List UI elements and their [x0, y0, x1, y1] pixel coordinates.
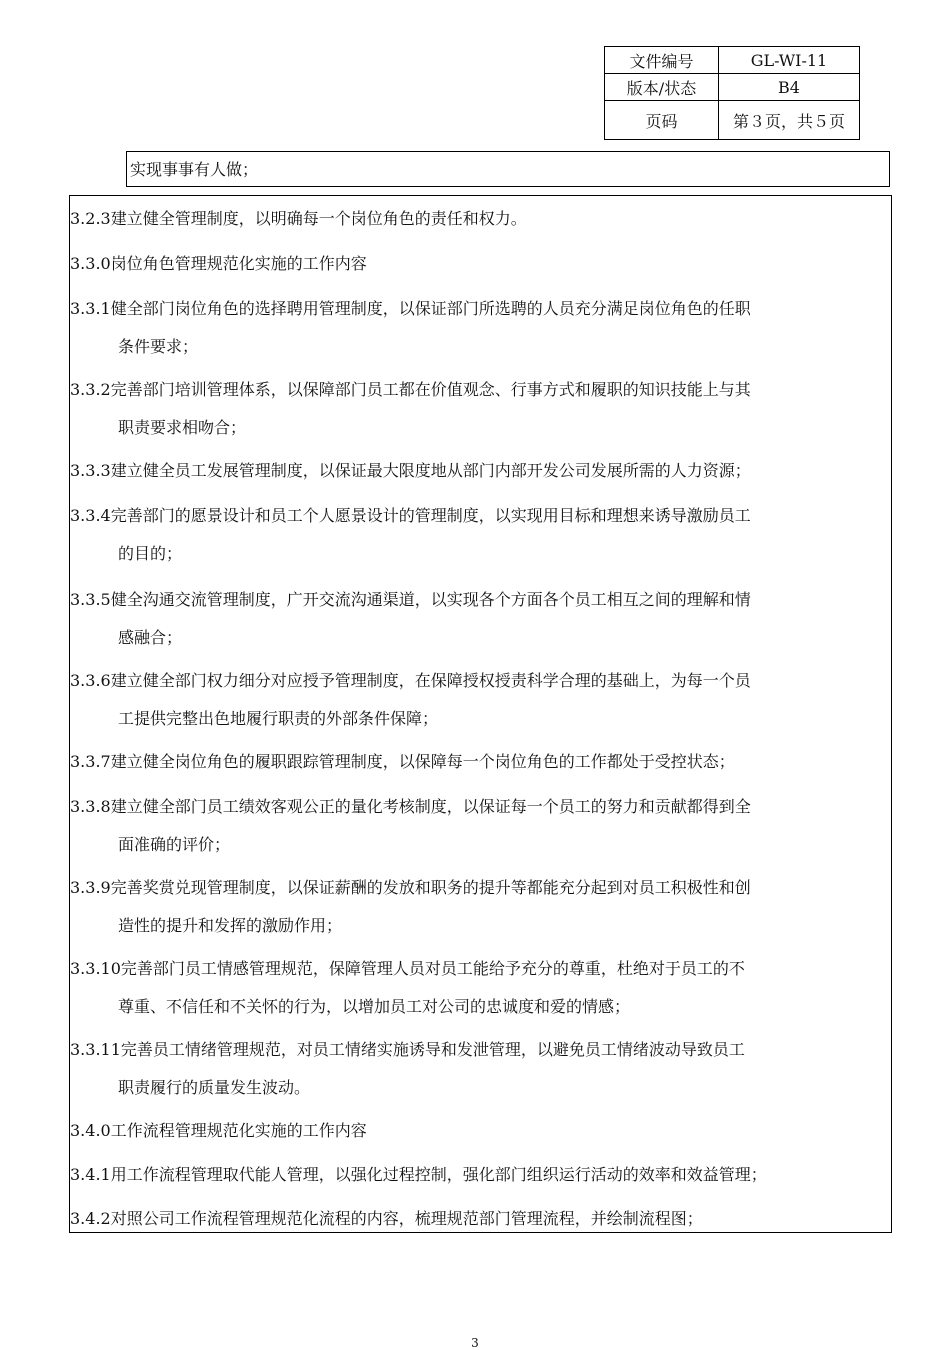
list-item — [70, 497, 891, 573]
item-number: 3.3.8 — [70, 797, 111, 816]
list-item — [70, 1031, 891, 1107]
list-item — [70, 200, 891, 238]
item-number: 3.3.6 — [70, 671, 111, 690]
item-text-continued: 职责履行的质量发生波动。 — [118, 1078, 311, 1097]
item-text-continued: 感融合； — [118, 628, 183, 647]
list-item — [70, 869, 891, 945]
version-label: 版本/状态 — [605, 74, 719, 101]
item-text: 工作流程管理规范化实施的工作内容 — [110, 1121, 367, 1140]
item-text-continued: 造性的提升和发挥的激励作用； — [118, 916, 343, 935]
item-text-continued: 职责要求相吻合； — [118, 418, 247, 437]
document-header-table — [604, 46, 860, 140]
item-number: 3.4.0 — [70, 1121, 111, 1140]
list-item — [70, 371, 891, 447]
page-label: 页码 — [605, 101, 719, 140]
list-item — [70, 662, 891, 738]
item-text: 建立健全员工发展管理制度，以保证最大限度地从部门内部开发公司发展所需的人力资源； — [110, 461, 751, 480]
item-text: 建立健全部门员工绩效客观公正的量化考核制度，以保证每一个员工的努力和贡献都得到全 — [110, 797, 751, 816]
page-number: 3 — [471, 1336, 479, 1350]
item-text: 完善员工情绪管理规范，对员工情绪实施诱导和发泄管理，以避免员工情绪波动导致员工 — [120, 1040, 745, 1059]
list-item — [70, 743, 891, 781]
item-text: 建立健全部门权力细分对应授予管理制度，在保障授权授责科学合理的基础上，为每一个员 — [110, 671, 751, 690]
page-value: 第３页，共５页 — [719, 101, 860, 140]
item-text-continued: 尊重、不信任和不关怀的行为，以增加员工对公司的忠诚度和爱的情感； — [118, 997, 631, 1016]
item-text-continued: 条件要求； — [118, 337, 199, 356]
list-item — [70, 1156, 891, 1194]
item-number: 3.3.0 — [70, 254, 111, 273]
item-text: 对照公司工作流程管理规范化流程的内容，梳理规范部门管理流程，并绘制流程图； — [110, 1209, 703, 1228]
doc-no-value: GL-WI-11 — [719, 47, 860, 74]
item-text: 健全沟通交流管理制度，广开交流沟通渠道，以实现各个方面各个员工相互之间的理解和情 — [110, 590, 751, 609]
item-number: 3.3.5 — [70, 590, 111, 609]
item-text: 岗位角色管理规范化实施的工作内容 — [110, 254, 367, 273]
item-number: 3.3.9 — [70, 878, 111, 897]
item-text: 建立健全岗位角色的履职跟踪管理制度，以保障每一个岗位角色的工作都处于受控状态； — [110, 752, 735, 771]
item-text: 用工作流程管理取代能人管理，以强化过程控制，强化部门组织运行活动的效率和效益管理； — [110, 1165, 767, 1184]
item-text: 完善部门的愿景设计和员工个人愿景设计的管理制度，以实现用目标和理想来诱导激励员工 — [110, 506, 751, 525]
list-item — [70, 581, 891, 657]
item-number: 3.3.7 — [70, 752, 111, 771]
item-number: 3.3.11 — [70, 1040, 121, 1059]
item-number: 3.3.1 — [70, 299, 111, 318]
item-text-continued: 工提供完整出色地履行职责的外部条件保障； — [118, 709, 439, 728]
item-number: 3.3.3 — [70, 461, 111, 480]
item-text: 健全部门岗位角色的选择聘用管理制度，以保证部门所选聘的人员充分满足岗位角色的任职 — [110, 299, 751, 318]
item-text-continued: 面准确的评价； — [118, 835, 231, 854]
item-number: 3.4.2 — [70, 1209, 111, 1228]
item-text-continued: 的目的； — [118, 544, 183, 563]
doc-no-label: 文件编号 — [605, 47, 719, 74]
item-text: 完善部门员工情感管理规范，保障管理人员对员工能给予充分的尊重，杜绝对于员工的不 — [120, 959, 745, 978]
item-number: 3.3.2 — [70, 380, 111, 399]
list-item — [70, 290, 891, 366]
content-box — [69, 195, 892, 1233]
item-number: 3.4.1 — [70, 1165, 111, 1184]
list-item — [70, 245, 891, 283]
list-item — [70, 950, 891, 1026]
list-item — [70, 452, 891, 490]
item-text: 完善奖赏兑现管理制度，以保证薪酬的发放和职务的提升等都能充分起到对员工积极性和创 — [110, 878, 751, 897]
version-value: B4 — [719, 74, 860, 101]
list-item — [70, 1200, 891, 1233]
item-number: 3.3.10 — [70, 959, 121, 978]
continuation-text: 实现事事有人做； — [126, 151, 890, 187]
item-text: 完善部门培训管理体系，以保障部门员工都在价值观念、行事方式和履职的知识技能上与其 — [110, 380, 751, 399]
list-item — [70, 788, 891, 864]
item-number: 3.3.4 — [70, 506, 111, 525]
item-text: 建立健全管理制度，以明确每一个岗位角色的责任和权力。 — [110, 209, 527, 228]
list-item — [70, 1112, 891, 1150]
item-number: 3.2.3 — [70, 209, 111, 228]
